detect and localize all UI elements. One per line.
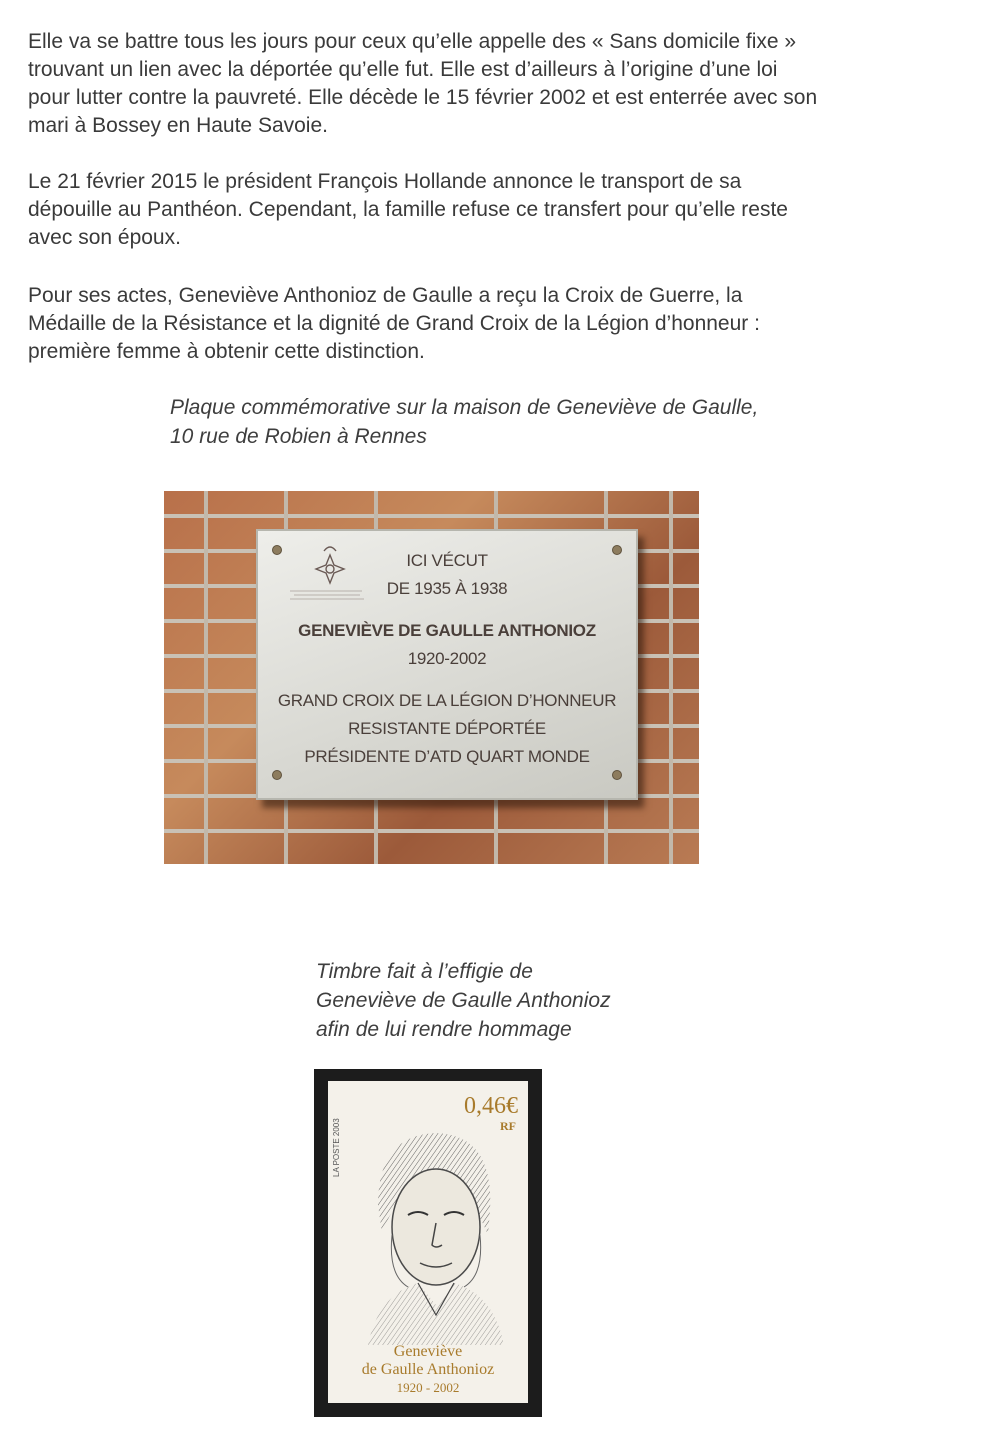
- plaque-name: GENEVIÈVE DE GAULLE ANTHONIOZ: [298, 621, 596, 640]
- plaque-line: GRAND CROIX DE LA LÉGION D’HONNEUR: [277, 691, 617, 710]
- plaque-photo: [164, 491, 699, 864]
- stamp-caption: Timbre fait à l’effigie de Geneviève de Gaulle Anthonioz afin de lui rendre hommage: [316, 960, 611, 1041]
- engraved-portrait-icon: [348, 1115, 516, 1345]
- plaque-line: ICI VÉCUT: [406, 551, 488, 570]
- stamp-issuer: LA POSTE 2003: [332, 1118, 341, 1177]
- plaque-caption: Plaque commémorative sur la maison de Geneviève de Gaulle, 10 rue de Robien à Rennes: [170, 396, 759, 448]
- plaque-line: 1920-2002: [407, 649, 487, 668]
- stamp-dates: 1920 - 2002: [396, 1380, 460, 1395]
- plaque-line: DE 1935 À 1938: [386, 579, 508, 598]
- screw-icon: [272, 770, 282, 780]
- stamp-face: [328, 1081, 528, 1403]
- paragraph-sdf: Elle va se battre tous les jours pour ceux qu’elle appelle des « Sans domicile fixe » trouvant un lien avec la déportée qu’elle fut. Elle est d’ailleurs à l’origine d’une loi pour lutter contre la pauvreté. Elle décède le 15 février 2002 et est enterrée avec son mari à Bossey en Haute Savoie.: [28, 30, 818, 137]
- stamp-country: RF: [500, 1119, 516, 1133]
- stamp-name-line1: Geneviève: [393, 1343, 463, 1360]
- screw-icon: [612, 770, 622, 780]
- plaque-line: PRÉSIDENTE D’ATD QUART MONDE: [304, 747, 590, 766]
- paragraph-pantheon: Le 21 février 2015 le président François Hollande annonce le transport de sa dépouille au Panthéon. Cependant, la famille refuse ce transfert pour qu’elle reste avec son époux.: [28, 170, 788, 249]
- stamp-name-line2: de Gaulle Anthonioz: [361, 1361, 495, 1378]
- paragraph-honours: Pour ses actes, Geneviève Anthonioz de Gaulle a reçu la Croix de Guerre, la Médaille de la Résistance et la dignité de Grand Croix de la Légion d’honneur : première femme à obtenir cette distinction.: [28, 284, 760, 363]
- postage-stamp: [314, 1069, 542, 1417]
- commemorative-plaque: [256, 529, 638, 800]
- stamp-value: 0,46€: [464, 1093, 518, 1119]
- plaque-line: RESISTANTE DÉPORTÉE: [348, 719, 546, 738]
